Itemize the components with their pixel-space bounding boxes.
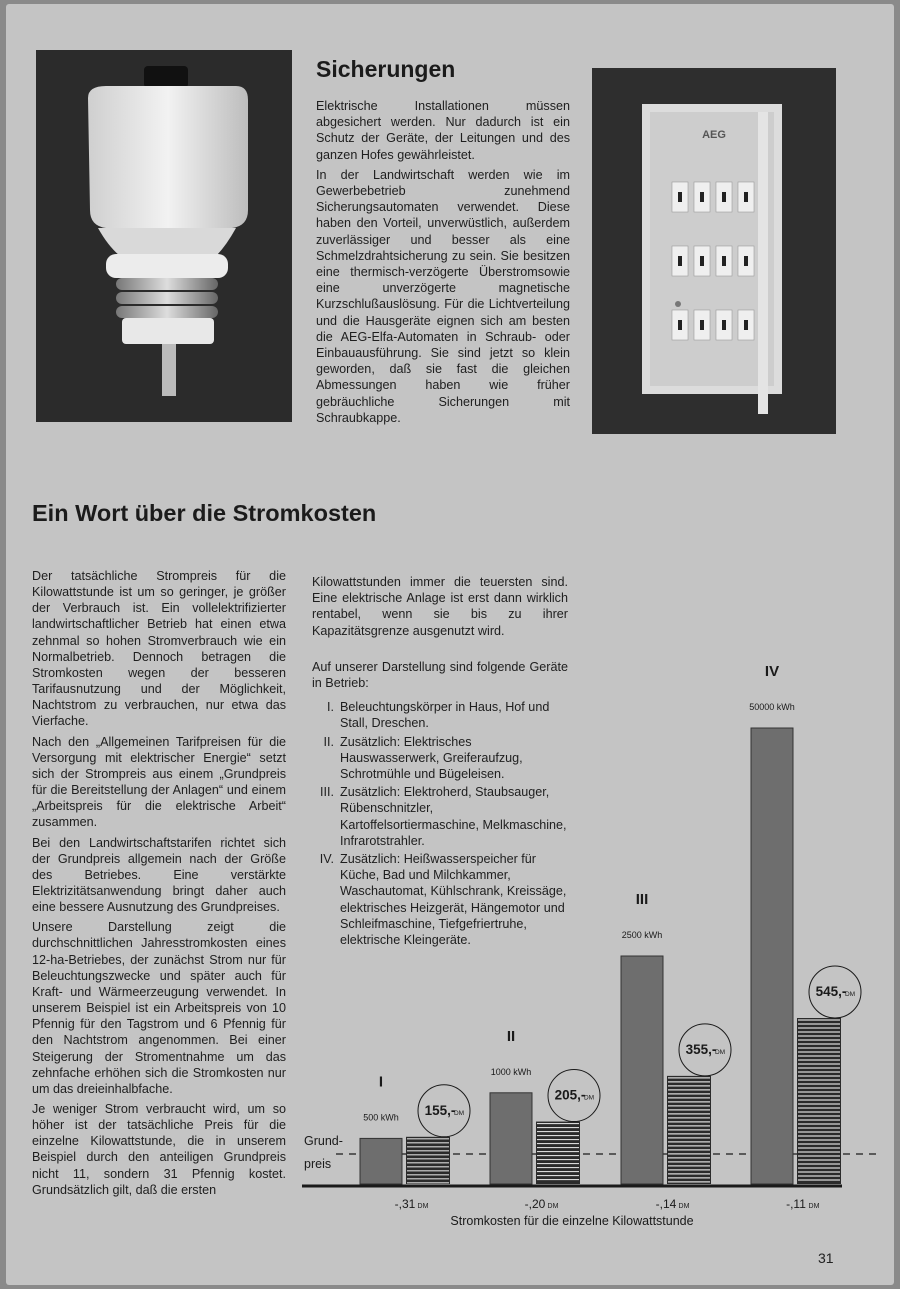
cost-label: 155,- <box>424 1102 456 1118</box>
consumption-bar <box>490 1093 532 1184</box>
category-label: I <box>378 1073 384 1091</box>
price-label: -,14 <box>655 1197 677 1211</box>
consumption-bar <box>751 728 793 1184</box>
cost-circle <box>548 1070 600 1122</box>
cost-unit: DM <box>844 991 856 998</box>
col1-paragraph-1: Der tatsächliche Strompreis für die Kilowattstunde ist um so geringer, je größer der Verbrauch ist. Ein vollelektrifizierter landwirtschaftlicher Betrieb hat einen etwa zehnmal so hohen Stromverbrauch wie ein Normalbetrieb. Dennoch betragen die Stromkosten wegen der besseren Tarifausnutzung und der Möglichkeit, Nachtstrom zu verbrauchen, nur etwa das Vierfache. <box>32 569 286 729</box>
col2-lead: Auf unserer Darstellung sind folgende Geräte in Betrieb: <box>312 659 568 691</box>
breaker-panel-illustration <box>592 68 836 434</box>
price-label: -,31 <box>394 1197 416 1211</box>
grundpreis-label: preis <box>304 1157 332 1171</box>
grundpreis-label: Grund- <box>304 1134 343 1148</box>
list-item: II. Zusätzlich: Elektrisches Hauswasserwerk, Greiferaufzug, Schrotmühle und Bügeleisen. <box>323 734 523 782</box>
chart-xlabel: Stromkosten für die einzelne Kilowattstunde <box>450 1214 694 1228</box>
cost-unit: DM <box>453 1109 465 1117</box>
list-item: III. Zusätzlich: Elektroherd, Staubsauger, Rübenschnitzler, Kartoffelsortiermaschine, Melkmaschine, Infrarotstrahler. <box>320 785 567 848</box>
kwh-label: 2500 kWh <box>621 930 663 940</box>
list-item: I. Beleuchtungskörper in Haus, Hof und Stall, Dreschen. <box>327 700 550 731</box>
stromkosten-column-1 <box>32 568 286 1202</box>
price-unit: DM <box>547 1203 559 1210</box>
cost-bar <box>797 1018 841 1184</box>
kwh-label: 500 kWh <box>363 1112 399 1123</box>
breaker-panel-photo <box>592 68 836 434</box>
panel-logo: AEG <box>702 129 726 141</box>
price-unit: DM <box>417 1203 429 1210</box>
section-title-stromkosten: Ein Wort über die Stromkosten <box>32 500 377 526</box>
price-label: -,20 <box>524 1197 546 1211</box>
col2-intro: Kilowattstunden immer die teuersten sind. Eine elektrische Anlage ist erst dann wirklich rentabel, wenn sie bis zu ihrer Kapazitätsgrenze ausgenutzt wird. <box>312 575 568 638</box>
col1-paragraph-5: Je weniger Strom verbraucht wird, um so höher ist der tatsächliche Preis für die einzelne Kilowattstunde, die in unserem Beispiel durch den anteiligen Grundpreis nicht 11, sondern 31 Pfennig kostet. Grundsätzlich gilt, daß die ersten <box>32 1102 286 1197</box>
price-label: -,11 <box>786 1197 806 1211</box>
consumption-bar <box>360 1138 402 1184</box>
consumption-bar <box>621 956 663 1184</box>
category-label: II <box>506 1027 516 1045</box>
cost-unit: DM <box>583 1094 595 1102</box>
fuse-photo <box>36 50 292 422</box>
sicherungen-paragraph-1: Elektrische Installationen müssen abgesichert werden. Nur dadurch ist ein Schutz der Geräte, der Leitungen und des ganzen Hofes gewährleistet. <box>316 99 570 162</box>
cost-unit: DM <box>714 1048 726 1056</box>
price-unit: DM <box>808 1203 820 1210</box>
col1-paragraph-2: Nach den „Allgemeinen Tarifpreisen für die Versorgung mit elektrischer Energie“ setzt sich der Strompreis aus einem „Grundpreis für die Bereitstellung der Anlagen“ und einem „Arbeitspreis für die elektrische Arbeit“ zusammen. <box>32 734 286 830</box>
cost-circle <box>809 966 861 1018</box>
stromkosten-column-2 <box>312 574 568 950</box>
cost-bar <box>667 1076 711 1184</box>
cost-label: 355,- <box>685 1041 717 1057</box>
price-unit: DM <box>678 1203 690 1210</box>
cost-label: 545,- <box>815 984 847 999</box>
category-label: IV <box>764 663 780 680</box>
kwh-label: 50000 kWh <box>749 702 795 712</box>
col1-paragraph-3: Bei den Landwirtschaftstarifen richtet sich der Grundpreis allgemein nach der Größe des Betriebes. Eine verstärkte Elektrizitätsanwendung bringt daher auch eine bessere Ausnutzung des Grundpreises. <box>32 835 286 915</box>
cost-circle <box>418 1085 470 1137</box>
category-label: III <box>635 891 649 908</box>
sicherungen-paragraph-2: In der Landwirtschaft werden wie im Gewerbebetrieb zunehmend Sicherungsautomaten verwendet. Diese haben den Vorteil, unverwüstlich, außerdem zuverlässiger und besser als eine Schmelzdrahtsicherung zu sein. Sie besitzen eine thermisch-verzögerte Überstromsowie eine unverzögerte magnetische Kurzschlußauslösung. Für die Lichtverteilung und die Hausgeräte eignen sich am besten die AEG-Elfa-Automaten in Schraub- oder Einbauausführung. Sie sind jetzt so klein geworden, daß sie fast die gleichen Abmessungen haben wie früher gebräuchliche Sicherungen mit Schraubkappe. <box>316 167 570 425</box>
cost-circle <box>679 1024 731 1076</box>
fuse-illustration <box>36 50 292 422</box>
col1-paragraph-4: Unsere Darstellung zeigt die durchschnittlichen Jahresstromkosten eines 12-ha-Betriebes, der zunächst Strom nur für Beleuchtungszwecke und später auch für Kraft- und Wärmeerzeugung verwendet. In unserem Beispiel ist ein Arbeitspreis von 10 Pfennig für den Tagstrom und 6 Pfennig für den Nachtstrom angenommen. Bei einer Steigerung der Stromentnahme um das zehnfache erhöhen sich die Stromkosten nur um das dreieinhalbfache. <box>32 920 286 1096</box>
kwh-label: 1000 kWh <box>490 1066 532 1077</box>
cost-bar <box>536 1122 580 1184</box>
cost-label: 205,- <box>554 1087 586 1103</box>
cost-bar <box>406 1137 450 1184</box>
page-number: 31 <box>818 1250 834 1266</box>
device-list <box>312 699 568 948</box>
page <box>6 4 894 1285</box>
section-title-sicherungen: Sicherungen <box>316 56 456 82</box>
list-item: IV. Zusätzlich: Heißwasserspeicher für Küche, Bad und Milchkammer, Waschautomat, Kühlschrank, Kreissäge, elektrisches Heizgerät, Hängemotor und Schleifmaschine, Tiefgefriertruhe, elektrische Kleingeräte. <box>319 852 567 948</box>
sicherungen-text <box>316 98 570 430</box>
